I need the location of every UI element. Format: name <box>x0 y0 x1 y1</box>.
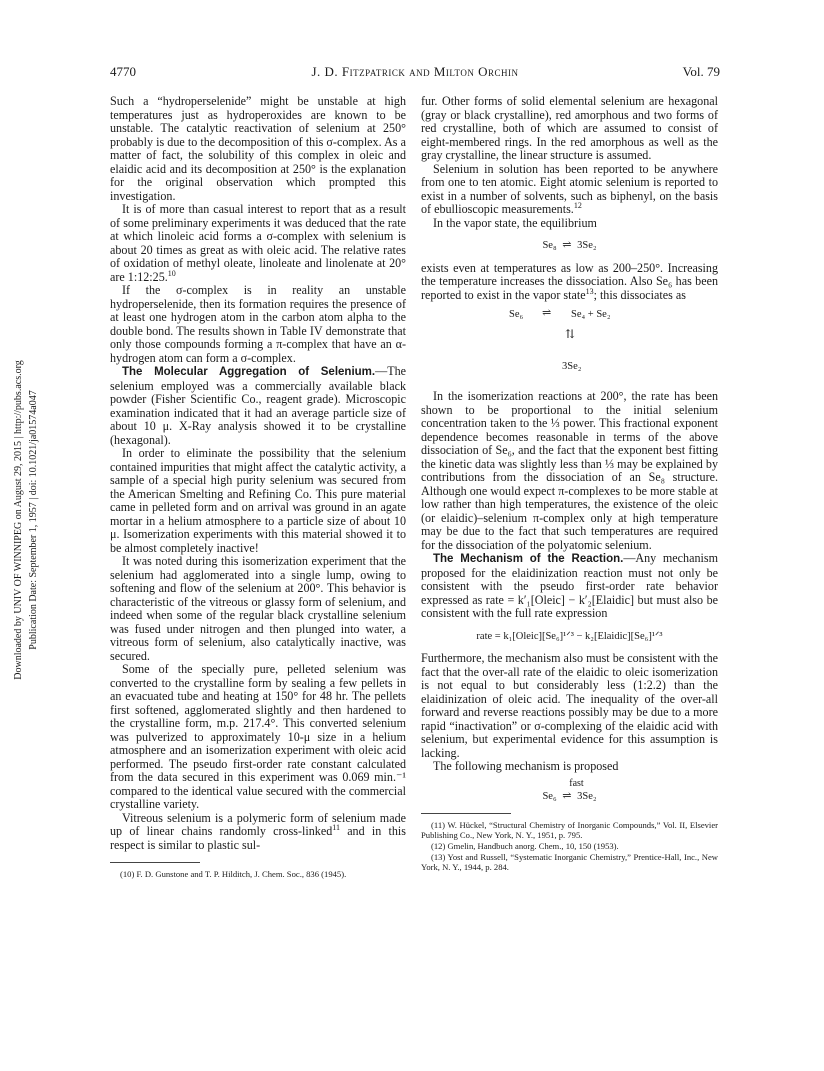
vertical-equilibrium-arrows-icon: ⇅ <box>565 327 576 342</box>
section-heading: The Molecular Aggregation of Selenium. <box>122 366 376 378</box>
right-column <box>421 95 718 873</box>
download-stamp-line-1: Downloaded by UNIV OF WINNIPEG on August 29, 2015 | http://pubs.acs.org <box>13 360 24 680</box>
equation-term: Se₄ + Se₂ <box>571 309 611 321</box>
page-number: 4770 <box>110 64 136 79</box>
equation-term: Se₈ <box>542 240 557 252</box>
download-stamp-line-2: Publication Date: September 1, 1957 | doi: 10.1021/ja01574a047 <box>28 390 39 650</box>
paragraph-text: exists even at temperatures as low as 200–250°. Increasing the temperature increases the dissociation. Also Se₆ has been reported to exist in the vapor state <box>421 260 718 302</box>
paragraph: In the vapor state, the equilibrium <box>433 215 597 230</box>
footnote-rule <box>421 813 511 814</box>
reference-mark[interactable]: 13 <box>585 286 594 296</box>
page-header <box>110 64 720 82</box>
paragraph-text: It is of more than casual interest to report that as a result of some preliminary experiments it was deduced that the rate at which linoleic acid forms a σ-complex with selenium is about 20 times as great as with oleic acid. The relative rates of oxidation of methyl oleate, linoleate and linolenate at 20° are 1:12:25. <box>110 202 406 284</box>
reference-mark[interactable]: 10 <box>167 268 176 278</box>
paragraph-text: —Any mechanism proposed for the elaidinization reaction must not only be consistent with the pseudo first-order rate behavior expressed as rate = k′₁[Oleic] − k′₂[Elaidic] but must also be consistent with the full rate expression <box>421 551 718 621</box>
equation-term: 3Se₂ <box>562 361 582 373</box>
paragraph <box>421 163 718 217</box>
paragraph: fur. Other forms of solid elemental selenium are hexagonal (gray or black crystalline), red amorphous and two forms of red crystalline, both of which are assumed to consist of eight-membered rings. In the red amorphous as well as the gray crystalline, the linear structure is assumed. <box>421 94 718 162</box>
footnote-rule <box>110 862 200 863</box>
paragraph <box>110 203 406 284</box>
equation-term: 3Se₂ <box>577 240 597 252</box>
paragraph-text: and in this respect is similar to plastic sul- <box>110 824 407 852</box>
section-heading: The Mechanism of the Reaction. <box>433 553 624 566</box>
footnotes <box>421 820 718 872</box>
equation-mechanism <box>421 777 718 804</box>
left-column <box>110 95 406 880</box>
paragraph: The following mechanism is proposed <box>433 759 619 774</box>
running-title: J. D. Fitzpatrick and Milton Orchin <box>311 64 519 79</box>
footnote: (13) Yost and Russell, “Systematic Inorganic Chemistry,” Prentice-Hall, Inc., New York, N. Y., 1944, p. 284. <box>421 852 718 873</box>
footnote: (11) W. Hückel, “Structural Chemistry of Inorganic Compounds,” Vol. II, Elsevier Publishing Co., New York, N. Y., 1951, p. 795. <box>421 820 718 841</box>
paragraph: It was noted during this isomerization experiment that the selenium had agglomerated into a single lump, owing to softening and flow of the selenium at 200°. This behavior is characteristic of the vitreous or glassy form of selenium, and indeed when some of the regular black crystalline selenium was fused under nitrogen and then plunged into water, a vitreous form of selenium, also catalytically inactive, was secured. <box>110 554 406 663</box>
paragraph <box>110 812 406 853</box>
footnote: (10) F. D. Gunstone and T. P. Hilditch, J. Chem. Soc., 836 (1945). <box>120 869 347 879</box>
section-paragraph <box>421 552 718 621</box>
download-stamp <box>2 290 48 750</box>
equation-term: Se₆ <box>509 309 524 321</box>
footnote: (12) Gmelin, Handbuch anorg. Chem., 10, 150 (1953). <box>431 841 619 852</box>
fast-arrow <box>559 777 584 804</box>
paragraph-text: ; this dissociates as <box>593 287 686 302</box>
equilibrium-arrows-icon: ⇌ <box>562 789 572 802</box>
equilibrium-arrows-icon: ⇌ <box>542 307 552 320</box>
paragraph: In order to eliminate the possibility that the selenium contained impurities that might affect the catalytic activity, a sample of a special high purity selenium was secured from the American Smelting and Refining Co. This pure material came in pelleted form and on arrival was ground in an agate mortar in a helium atmosphere to a particle size of about 10 μ. Isomerization experiments with this material showed it to be almost completely inactive! <box>110 446 406 555</box>
paragraph: If the σ-complex is in reality an unstable hydroperselenide, then its formation requires the presence of at least one hydrogen atom in the carbon atom alpha to the double bond. The results shown in Table IV demonstrate that only those compounds forming a π-complex that have an α-hydrogen atom can form a σ-complex. <box>110 283 406 365</box>
section-paragraph <box>110 365 406 447</box>
equilibrium-arrows-icon: ⇌ <box>562 239 572 251</box>
reference-mark[interactable]: 11 <box>332 822 340 832</box>
equation-term: 3Se₂ <box>577 790 597 802</box>
paragraph: In the isomerization reactions at 200°, the rate has been shown to be proportional to the initial selenium concentration taken to the ⅓ power. This fractional exponent dependence becomes reasonable in terms of the above dissociation of Se₆, and the fact that the exponent best fitting the kinetic data was slightly less than ⅓ may be explained by contributions from the dissociation of an Se₈ structure. Although one would expect π-complexes to be more stable at low rather than high temperatures, the existence of the oleic (or elaidic)–selenium π-complex only at high temperature may be due to the fact that such temperatures are required for the dissociation of the polyatomic selenium. <box>421 389 718 552</box>
footnotes <box>110 869 406 879</box>
paragraph: Furthermore, the mechanism also must be consistent with the fact that the over-all rate of the elaidic to oleic isomerization is not equal to but considerably less (1:2.2) than the elaidinization of oleic acid. The inequality of the over-all forward and reverse reactions possibly may be due to a more rapid “inactivation” or σ-complexing of the elaidic acid with selenium, but experimental evidence for this assumption is lacking. <box>421 651 718 760</box>
arrow-label: fast <box>569 777 584 789</box>
volume-label: Vol. 79 <box>682 64 720 79</box>
paragraph <box>421 262 718 303</box>
reference-mark[interactable]: 12 <box>573 200 582 210</box>
equation-rate: rate = k₁[Oleic][Se₆]¹ᐟ³ − k₂[Elaidic][Se₆]¹ᐟ³ <box>476 630 663 642</box>
paragraph-text: Selenium in solution has been reported to be anywhere from one to ten atomic. Eight atomic selenium is reported to exist in a number of solvents, such as biphenyl, on the basis of ebullioscopic measurements. <box>421 161 718 216</box>
equation-equilibrium <box>421 239 718 253</box>
paragraph-text: Vitreous selenium is a polymeric form of selenium made up of linear chains randomly cross-linked <box>110 810 406 838</box>
equation-term: Se₆ <box>542 790 557 802</box>
paragraph: Some of the specially pure, pelleted selenium was converted to the crystalline form by sealing a few pellets in an evacuated tube and heating at 150° for 48 hr. The pellets first softened, agglomerated slightly and then hardened to the crystalline form, m.p. 217.4°. This converted selenium was pulverized to approximately 10-μ size in a helium atmosphere and an isomerization experiment with oleic acid performed. The pseudo first-order rate constant calculated from the data secured in this experiment was 0.069 min.⁻¹ compared to the identical value secured with the commercial crystalline variety. <box>110 662 406 811</box>
paragraph: Such a “hydroperselenide” might be unstable at high temperatures just as hydroperoxides are known to be unstable. The catalytic reactivation of selenium at 250° probably is due to the decomposition of this σ-complex. As a matter of fact, the solubility of this complex in oleic and elaidic acid and its decomposition at 250° is the explanation for the original observation which prompted this investigation. <box>110 94 406 203</box>
paragraph-text: —The selenium employed was a commercially available black powder (Fisher Scientific Co., reagent grade). Microscopic examination indicated that it had an average particle size of about 10 μ. X-Ray analysis showed it to be crystalline (hexagonal). <box>110 364 406 447</box>
equation-dissociation <box>421 308 718 380</box>
